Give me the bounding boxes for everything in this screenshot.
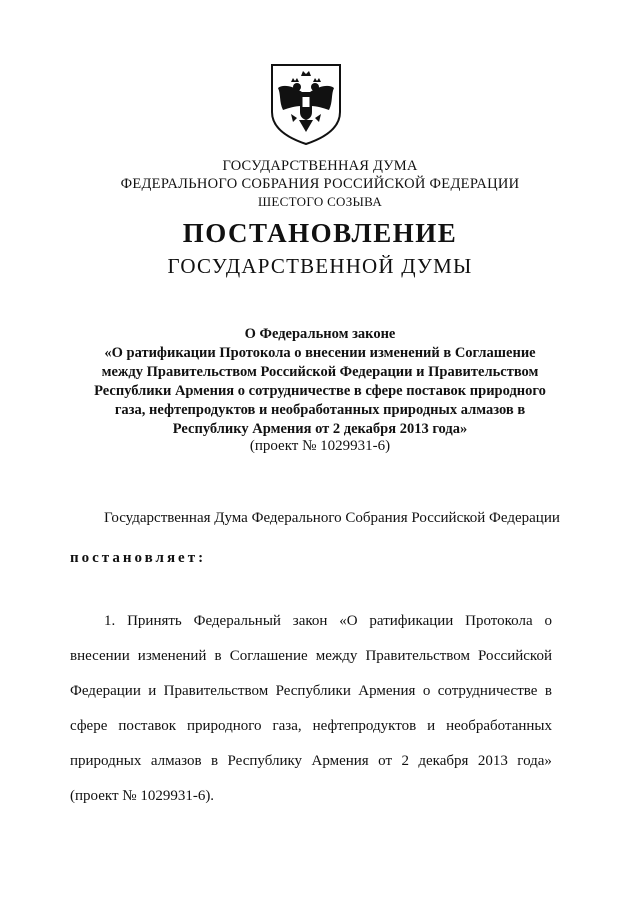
paragraph-word: в [214,648,222,664]
paragraph-word: о [422,683,431,699]
paragraph-line [70,779,552,814]
paragraph-word: в [211,753,219,769]
paragraph-word: Правительством [163,683,269,699]
paragraph-word: закон [292,613,328,629]
paragraph-word: между [315,648,358,664]
paragraph-word: сотрудничестве [437,683,538,699]
paragraph-1 [70,604,552,814]
paragraph-word: 1. [104,613,116,629]
paragraph-line [70,709,552,744]
title-line: между Правительством Российской Федерации и Правительством [101,364,539,380]
project-number: (проект № 1029931-6) [249,438,391,454]
paragraph-word: и [427,718,436,734]
paragraph-word: Протокола [465,613,533,629]
decree-word: постановляет: [70,550,207,566]
paragraph-word: 2013 [477,753,508,769]
paragraph-word: Федеральный [193,613,281,629]
paragraph-word: изменений [137,648,207,664]
header-federal-assembly: ФЕДЕРАЛЬНОГО СОБРАНИЯ РОССИЙСКОЙ ФЕДЕРАЦИИ [120,176,520,192]
paragraph-word: нефтепродуктов [312,718,417,734]
title-line: Республики Армения о сотрудничестве в сфере поставок природного [94,383,546,399]
paragraph-line [70,744,552,779]
paragraph-word: года» [517,753,552,769]
paragraph-line [70,674,552,709]
paragraph-word: Федерации [70,683,141,699]
paragraph-line [70,639,552,674]
header-duma: ГОСУДАРСТВЕННАЯ ДУМА [222,158,418,174]
paragraph-word: ратификации [369,613,454,629]
paragraph-word: Республики [275,683,351,699]
paragraph-word: природных [70,753,142,769]
paragraph-word: Принять [127,613,182,629]
title-line: «О ратификации Протокола о внесении изменений в Соглашение [104,345,536,361]
paragraph-word: алмазов [150,753,202,769]
header-convocation: ШЕСТОГО СОЗЫВА [257,194,383,209]
paragraph-word: Армения [358,683,416,699]
paragraph-word: от [378,753,392,769]
document-title [70,325,570,439]
paragraph-word: «О [339,613,358,629]
paragraph-word: внесении [70,648,130,664]
paragraph-word: сфере [70,718,108,734]
title-line: О Федеральном законе [244,326,396,342]
paragraph-line [70,604,552,639]
paragraph-word: в [544,683,552,699]
paragraph-word: 2 [401,753,409,769]
state-emblem-icon [269,62,343,146]
document-type-sub: ГОСУДАРСТВЕННОЙ ДУМЫ [167,254,473,278]
intro-text: Государственная Дума Федерального Собрания Российской Федерации [104,510,560,526]
paragraph-word: и [148,683,157,699]
paragraph-word: Республику [227,753,303,769]
paragraph-word: необработанных [446,718,552,734]
paragraph-word: Правительством [365,648,470,664]
paragraph-word: газа, [272,718,302,734]
paragraph-word: Армения [311,753,369,769]
paragraph-word: Российской [478,648,552,664]
paragraph-word: Соглашение [229,648,308,664]
paragraph-word: поставок [118,718,177,734]
paragraph-word: о [544,613,552,629]
title-line: газа, нефтепродуктов и необработанных природных алмазов в [114,402,526,418]
paragraph-word: природного [187,718,262,734]
title-line: Республику Армения от 2 декабря 2013 года» [172,421,468,437]
paragraph-word: (проект № 1029931-6). [70,788,215,804]
document-type: ПОСТАНОВЛЕНИЕ [182,218,458,248]
paragraph-word: декабря [418,753,469,769]
